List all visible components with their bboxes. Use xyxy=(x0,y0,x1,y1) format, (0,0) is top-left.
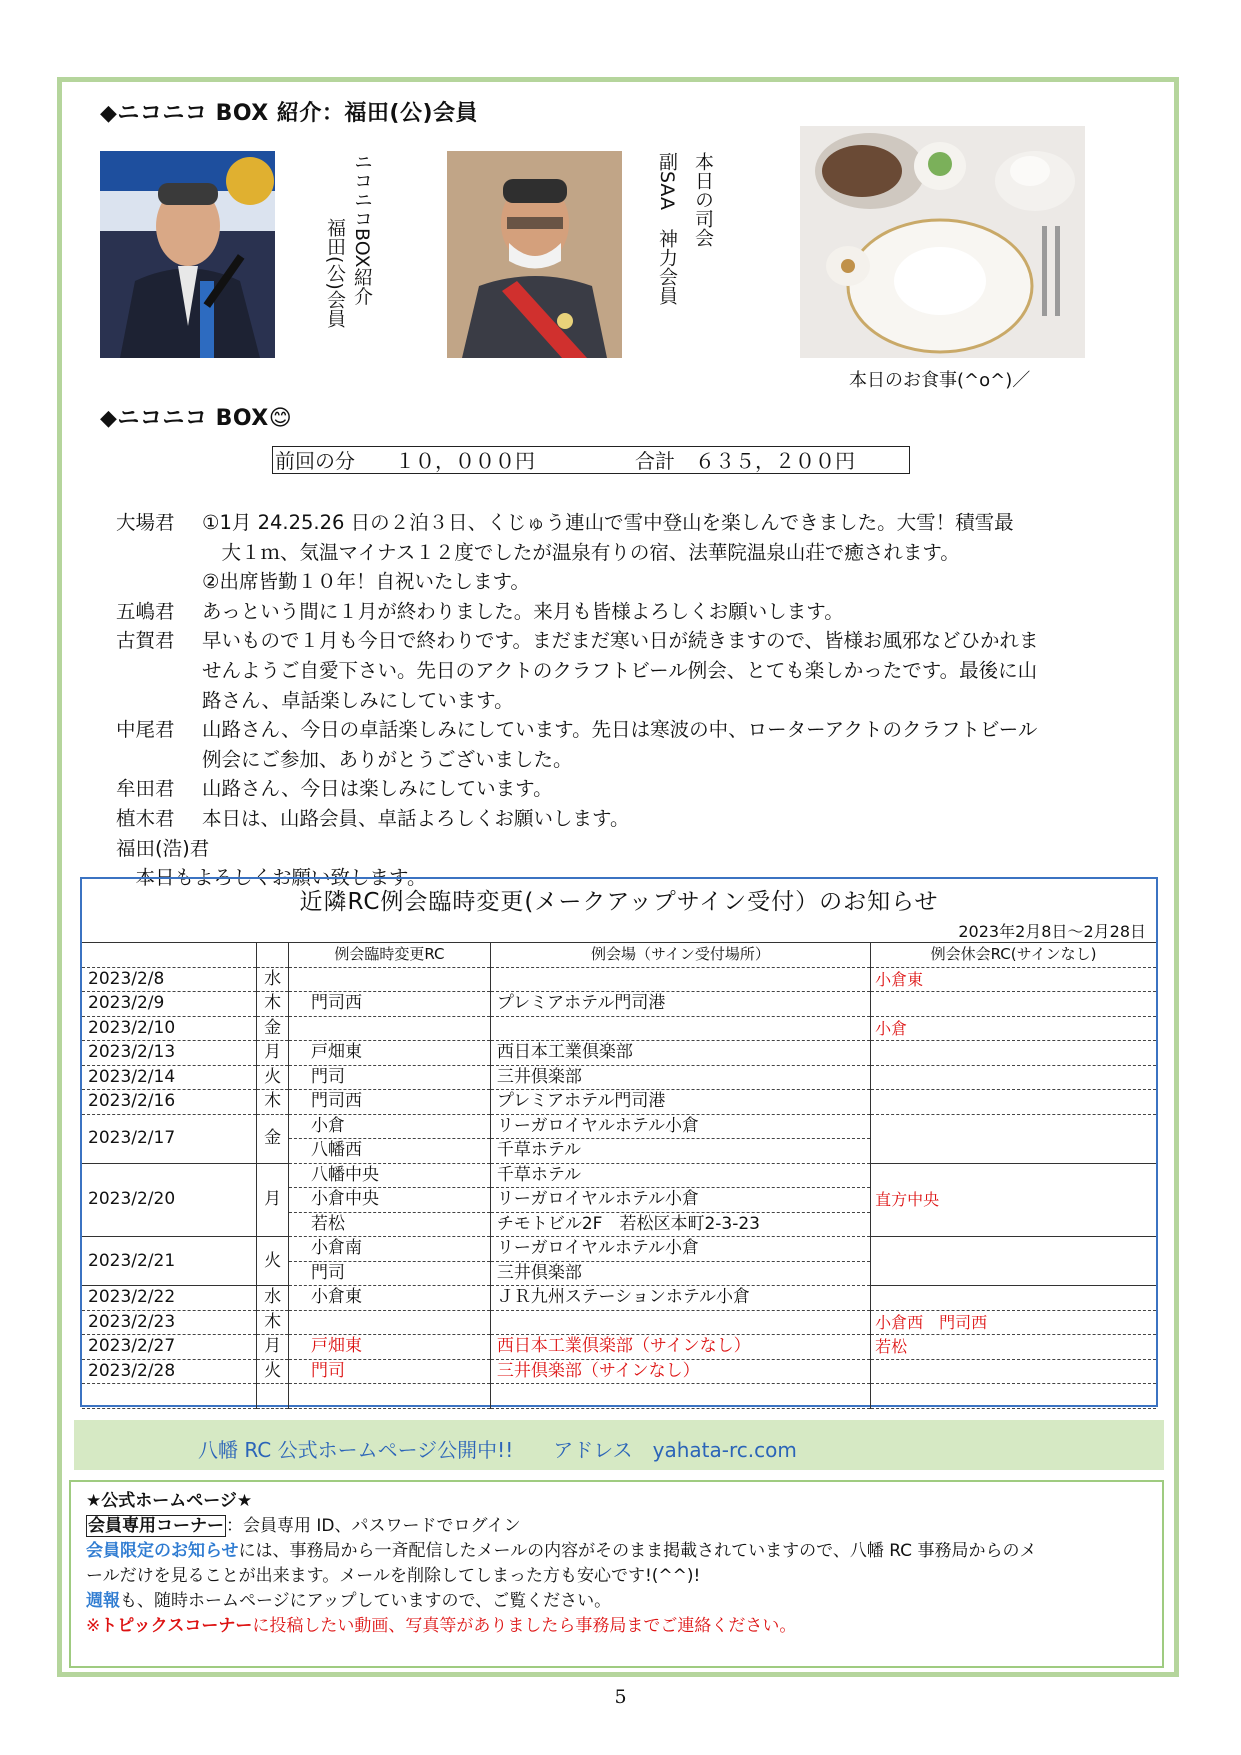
topics-line xyxy=(86,1614,796,1639)
schedule-venue: 千草ホテル xyxy=(490,1163,870,1188)
schedule-empty-row xyxy=(82,1384,1156,1409)
schedule-venue: 西日本工業倶楽部（サインなし） xyxy=(490,1335,870,1360)
schedule-rc: 八幡西 xyxy=(288,1139,490,1164)
schedule-header-row xyxy=(82,943,1156,968)
photo2-caption: 本日の司会 xyxy=(692,152,714,247)
schedule-weekday: 火 xyxy=(257,1237,289,1286)
schedule-row xyxy=(82,1359,1156,1384)
message-text: 早いもので１月も今日で終わりです。まだまだ寒い日が続きますので、皆様お風邪などひかれま xyxy=(202,629,1039,653)
schedule-weekday: 金 xyxy=(257,1114,289,1163)
schedule-date: 2023/2/10 xyxy=(82,1016,257,1041)
schedule-empty-cell xyxy=(871,1384,1156,1409)
schedule-venue: 千草ホテル xyxy=(490,1139,870,1164)
section-title-box-intro: ◆ニコニコ BOX 紹介：福田(公)会員 xyxy=(100,101,478,126)
schedule-row xyxy=(82,1090,1156,1115)
message-row xyxy=(116,804,1146,833)
homepage-banner[interactable]: 八幡 RC 公式ホームページ公開中!! アドレス yahata-rc.com xyxy=(198,1438,797,1462)
weekly-line xyxy=(86,1589,611,1614)
header-date xyxy=(82,943,257,968)
schedule-row xyxy=(82,1286,1156,1311)
schedule-venue: 西日本工業倶楽部 xyxy=(490,1041,870,1066)
message-text: 本日は、山路会員、卓話よろしくお願いします。 xyxy=(202,807,630,830)
schedule-row xyxy=(82,1163,1156,1188)
message-text: あっという間に１月が終わりました。来月も皆様よろしくお願いします。 xyxy=(202,599,844,623)
schedule-closed-rc: 直方中央 xyxy=(871,1163,1156,1237)
section-title-nikoniko-box: ◆ニコニコ BOX😊 xyxy=(100,406,293,431)
homepage-heading: ★公式ホームページ★ xyxy=(86,1491,253,1511)
schedule-rc: 小倉南 xyxy=(288,1237,490,1262)
schedule-rc: 小倉東 xyxy=(288,1286,490,1311)
schedule-box xyxy=(80,877,1158,1407)
header-rc: 例会臨時変更RC xyxy=(288,943,490,968)
schedule-row xyxy=(82,992,1156,1017)
page-number: 5 xyxy=(614,1686,627,1708)
schedule-empty-cell xyxy=(82,1384,257,1409)
message-text: 大１ｍ、気温マイナス１２度でしたが温泉有りの宿、法華院温泉山荘で癒されます。 xyxy=(202,540,960,564)
schedule-venue: 三井倶楽部 xyxy=(490,1065,870,1090)
schedule-weekday: 木 xyxy=(257,1310,289,1335)
schedule-closed-rc: 小倉西 門司西 xyxy=(871,1310,1156,1335)
schedule-date: 2023/2/14 xyxy=(82,1065,257,1090)
schedule-weekday: 金 xyxy=(257,1016,289,1041)
schedule-weekday: 水 xyxy=(257,1286,289,1311)
message-text: 本日もよろしくお願い致します。 xyxy=(116,865,427,889)
message-row xyxy=(116,715,1146,744)
schedule-table xyxy=(82,942,1156,1409)
schedule-range: 2023年2月8日～2月28日 xyxy=(958,922,1146,941)
message-text: せんようご自愛下さい。先日のアクトのクラフトビール例会、とても楽しかったです。最後に山 xyxy=(202,659,1038,682)
message-text: ①1月 24.25.26 日の２泊３日、くじゅう連山で雪中登山を楽しんできました。大雪！積雪最 xyxy=(202,511,1014,534)
schedule-venue: 三井倶楽部（サインなし） xyxy=(490,1359,870,1384)
schedule-rc xyxy=(288,1310,490,1335)
schedule-date: 2023/2/27 xyxy=(82,1335,257,1360)
schedule-rc: 八幡中央 xyxy=(288,1163,490,1188)
photo1-name: 福田(公)会員 xyxy=(324,218,346,328)
message-text: ②出席皆勤１０年！自祝いたします。 xyxy=(202,570,530,594)
schedule-weekday: 水 xyxy=(257,967,289,992)
schedule-closed-rc xyxy=(871,1090,1156,1115)
schedule-row xyxy=(82,967,1156,992)
notice-label: 会員限定のお知らせ xyxy=(86,1541,239,1561)
photo3-caption: 本日のお食事(^o^)／ xyxy=(849,370,1031,391)
schedule-row xyxy=(82,1335,1156,1360)
schedule-closed-rc: 若松 xyxy=(871,1335,1156,1360)
schedule-date: 2023/2/13 xyxy=(82,1041,257,1066)
schedule-weekday: 月 xyxy=(257,1041,289,1066)
schedule-title: 近隣RC例会臨時変更(メークアップサイン受付）のお知らせ xyxy=(299,889,939,915)
header-closed: 例会休会RC(サインなし) xyxy=(871,943,1156,968)
photo-jinriki xyxy=(447,151,622,358)
schedule-closed-rc xyxy=(871,992,1156,1017)
schedule-rc: 若松 xyxy=(288,1212,490,1237)
schedule-closed-rc xyxy=(871,1065,1156,1090)
schedule-row xyxy=(82,1237,1156,1262)
schedule-closed-rc xyxy=(871,1359,1156,1384)
message-row xyxy=(116,567,1146,596)
schedule-rc: 小倉 xyxy=(288,1114,490,1139)
photo-fukuda xyxy=(100,151,275,358)
schedule-weekday: 火 xyxy=(257,1359,289,1384)
schedule-closed-rc: 小倉東 xyxy=(871,967,1156,992)
schedule-rc: 門司西 xyxy=(288,1090,490,1115)
schedule-row xyxy=(82,1114,1156,1139)
members-corner-line xyxy=(86,1514,521,1539)
schedule-rc: 小倉中央 xyxy=(288,1188,490,1213)
message-row xyxy=(116,774,1146,803)
schedule-empty-cell xyxy=(257,1384,289,1409)
schedule-empty-cell xyxy=(288,1384,490,1409)
schedule-venue: プレミアホテル門司港 xyxy=(490,992,870,1017)
schedule-rc xyxy=(288,1016,490,1041)
members-corner-text: ：会員専用 ID、パスワードでログイン xyxy=(226,1516,521,1536)
message-text: 例会にご参加、ありがとうございました。 xyxy=(202,747,573,771)
schedule-weekday: 火 xyxy=(257,1065,289,1090)
schedule-rc: 門司 xyxy=(288,1359,490,1384)
schedule-closed-rc xyxy=(871,1114,1156,1163)
schedule-row xyxy=(82,1065,1156,1090)
schedule-row xyxy=(82,1041,1156,1066)
header-dow xyxy=(257,943,289,968)
schedule-date: 2023/2/22 xyxy=(82,1286,257,1311)
message-author: 植木君 xyxy=(116,807,175,830)
schedule-date: 2023/2/16 xyxy=(82,1090,257,1115)
members-corner-label: 会員専用コーナー xyxy=(88,1516,224,1536)
schedule-venue xyxy=(490,1310,870,1335)
schedule-rc xyxy=(288,967,490,992)
message-author: 中尾君 xyxy=(116,718,175,742)
schedule-date: 2023/2/20 xyxy=(82,1163,257,1237)
topics-text: に投稿したい動画、写真等がありましたら事務局までご連絡ください。 xyxy=(252,1616,797,1636)
schedule-date: 2023/2/9 xyxy=(82,992,257,1017)
schedule-date: 2023/2/23 xyxy=(82,1310,257,1335)
message-row xyxy=(116,745,1146,774)
message-text: 山路さん、今日は楽しみにしています。 xyxy=(202,777,553,801)
schedule-venue: 三井倶楽部 xyxy=(490,1261,870,1286)
schedule-venue: リーガロイヤルホテル小倉 xyxy=(490,1114,870,1139)
schedule-closed-rc xyxy=(871,1237,1156,1286)
weekly-label: 週報 xyxy=(86,1591,120,1611)
message-author: 大場君 xyxy=(116,511,175,534)
schedule-date: 2023/2/28 xyxy=(82,1359,257,1384)
totals-line: 前回の分 １０，０００円 合計 ６３５，２００円 xyxy=(272,446,910,474)
topics-prefix: ※ xyxy=(86,1616,101,1636)
schedule-closed-rc xyxy=(871,1286,1156,1311)
message-author: 福田(浩)君 xyxy=(116,836,210,860)
schedule-weekday: 木 xyxy=(257,992,289,1017)
message-row xyxy=(116,508,1146,537)
schedule-row xyxy=(82,1310,1156,1335)
schedule-rc: 門司西 xyxy=(288,992,490,1017)
schedule-closed-rc xyxy=(871,1041,1156,1066)
notice-text-1: には、事務局から一斉配信したメールの内容がそのまま掲載されていますので、八幡 RC 事務局からのメ xyxy=(238,1541,1037,1561)
photo1-caption: ニコニコBOX紹介 xyxy=(351,152,373,306)
schedule-weekday: 月 xyxy=(257,1335,289,1360)
message-author: 五嶋君 xyxy=(116,599,175,623)
message-row xyxy=(116,686,1146,715)
weekly-text: も、随時ホームページにアップしていますので、ご覧ください。 xyxy=(120,1591,612,1611)
topics-label: トピックスコーナー xyxy=(100,1616,253,1636)
schedule-venue: ＪＲ九州ステーションホテル小倉 xyxy=(490,1286,870,1311)
message-author: 牟田君 xyxy=(116,777,175,801)
message-text: 路さん、卓話楽しみにしています。 xyxy=(202,688,514,712)
message-text: 山路さん、今日の卓話楽しみにしています。先日は寒波の中、ローターアクトのクラフトビール xyxy=(202,718,1038,742)
schedule-weekday: 木 xyxy=(257,1090,289,1115)
schedule-venue: リーガロイヤルホテル小倉 xyxy=(490,1188,870,1213)
schedule-rc: 戸畑東 xyxy=(288,1335,490,1360)
schedule-date: 2023/2/17 xyxy=(82,1114,257,1163)
schedule-weekday: 月 xyxy=(257,1163,289,1237)
message-row xyxy=(116,597,1146,626)
photo-meal xyxy=(800,126,1085,358)
schedule-date: 2023/2/8 xyxy=(82,967,257,992)
photo2-name: 副SAA 神力会員 xyxy=(656,152,678,305)
schedule-empty-cell xyxy=(490,1384,870,1409)
schedule-date: 2023/2/21 xyxy=(82,1237,257,1286)
schedule-rc: 門司 xyxy=(288,1261,490,1286)
schedule-rc: 門司 xyxy=(288,1065,490,1090)
schedule-row xyxy=(82,1016,1156,1041)
schedule-venue xyxy=(490,967,870,992)
schedule-venue: チモトビル2F 若松区本町2-3-23 xyxy=(490,1212,870,1237)
message-row xyxy=(116,538,1146,567)
schedule-venue: リーガロイヤルホテル小倉 xyxy=(490,1237,870,1262)
notice-line-1 xyxy=(86,1539,1036,1564)
message-row xyxy=(116,656,1146,685)
schedule-venue xyxy=(490,1016,870,1041)
message-author: 古賀君 xyxy=(116,629,175,653)
message-row xyxy=(116,626,1146,655)
schedule-closed-rc: 小倉 xyxy=(871,1016,1156,1041)
schedule-venue: プレミアホテル門司港 xyxy=(490,1090,870,1115)
header-venue: 例会場（サイン受付場所） xyxy=(490,943,870,968)
notice-text-2: ールだけを見ることが出来ます。メールを削除してしまった方も安心です!(^^)! xyxy=(86,1566,701,1586)
schedule-rc: 戸畑東 xyxy=(288,1041,490,1066)
